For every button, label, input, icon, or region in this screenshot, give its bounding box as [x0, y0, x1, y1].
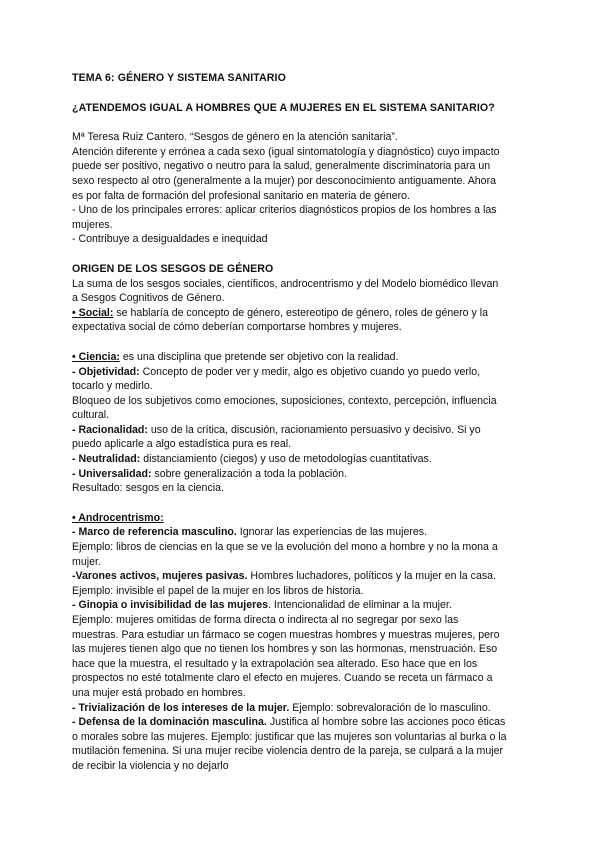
ginopia-line: una mujer está probado en hombres. — [72, 686, 246, 699]
racionalidad-line: puedo aplicarle a algo estadística pura es real. — [72, 438, 292, 451]
universalidad-text: sobre generalización a toda la población. — [151, 467, 348, 480]
racionalidad-label: - Racionalidad: — [72, 423, 148, 436]
social-line: expectativa social de cómo deberían comportarse hombres y mujeres. — [72, 321, 402, 334]
document-title: TEMA 6: GÉNERO Y SISTEMA SANITARIO — [72, 72, 286, 84]
objetividad-text: Concepto de poder ver y medir, algo es objetivo cuando yo puedo verlo, — [139, 365, 481, 378]
ciencia-text: es una disciplina que pretende ser objetivo con la realidad. — [119, 350, 399, 363]
defensa-line: o morales sobre las mujeres. Ejemplo: justificar que las mujeres son voluntarias al burka o la — [72, 730, 507, 743]
intro-line: - Contribuye a desigualdades e inequidad — [72, 233, 268, 246]
universalidad-paragraph — [72, 467, 530, 482]
defensa-paragraph — [72, 715, 530, 730]
neutralidad-label: - Neutralidad: — [72, 453, 141, 466]
ginopia-line: hace que la muestra, el resultado y la extrapolación sea alterado. Eso hace que en los — [72, 657, 478, 670]
marco-label: - Marco de referencia masculino. — [72, 526, 237, 539]
racionalidad-text: uso de la crítica, discusión, racionamiento persuasivo y decisivo. Si yo — [147, 423, 481, 436]
intro-line: mujeres. — [72, 218, 113, 231]
ginopia-text: . Intencionalidad de eliminar a la mujer. — [268, 599, 452, 612]
intro-line: es por falta de formación del profesional sanitario en materia de género. — [72, 189, 411, 202]
objetividad-line: cultural. — [72, 409, 110, 422]
varones-paragraph — [72, 569, 530, 584]
social-label: • Social: — [72, 306, 114, 319]
intro-line: Atención diferente y errónea a cada sexo (igual sintomatología y diagnóstico) cuyo impacto — [72, 145, 500, 158]
ginopia-label: - Ginopia o invisibilidad de las mujeres — [72, 599, 269, 612]
trivializacion-label: - Trivialización de los intereses de la mujer. — [72, 701, 290, 714]
objetividad-label: - Objetividad: — [72, 365, 140, 378]
section-question: ¿ATENDEMOS IGUAL A HOMBRES QUE A MUJERES EN EL SISTEMA SANITARIO? — [72, 101, 495, 114]
social-paragraph — [72, 306, 530, 321]
origin-heading: ORIGEN DE LOS SESGOS DE GÉNERO — [72, 262, 274, 275]
trivializacion-text: Ejemplo: sobrevaloración de lo masculino. — [289, 701, 491, 714]
ciencia-paragraph — [72, 350, 530, 365]
social-text: se hablaría de concepto de género, estereotipo de género, roles de género y la — [113, 306, 488, 319]
neutralidad-paragraph — [72, 452, 530, 467]
ciencia-result: Resultado: sesgos en la ciencia. — [72, 482, 224, 495]
varones-line: Ejemplo: invisible el papel de la mujer en los libros de historia. — [72, 584, 364, 597]
ciencia-label: • Ciencia: — [72, 350, 120, 363]
marco-line: Ejemplo: libros de ciencias en la que se ve la evolución del mono a hombre y no la mona a — [72, 541, 498, 554]
defensa-line: mutilación femenina. Si una mujer recibe violencia dentro de la pareja, se culpará a la mujer — [72, 745, 504, 758]
racionalidad-paragraph — [72, 423, 530, 438]
trivializacion-paragraph — [72, 701, 530, 716]
defensa-text: Justifica al hombre sobre las acciones poco éticas — [266, 716, 506, 729]
objetividad-paragraph — [72, 365, 530, 380]
origin-line: a Sesgos Cognitivos de Género. — [72, 292, 225, 305]
ginopia-line: muestras. Para estudiar un fármaco se cogen muestras hombres y muestras mujeres, pero — [72, 628, 500, 641]
marco-line: mujer. — [72, 555, 101, 568]
defensa-label: - Defensa de la dominación masculina. — [72, 716, 267, 729]
intro-line: sexo respecto al otro (generalmente a la mujer) por desconocimiento antiguamente. Ahora — [72, 174, 496, 187]
objetividad-line: Bloqueo de los subjetivos como emociones, suposiciones, contexto, percepción, influencia — [72, 394, 497, 407]
varones-label: -Varones activos, mujeres pasivas. — [72, 570, 248, 583]
ginopia-line: prospectos no esté totalmente claro el efecto en mujeres. Cuando se receta un fármaco a — [72, 672, 493, 685]
intro-reference: Mª Teresa Ruiz Cantero. “Sesgos de género en la atención sanitaria”. — [72, 131, 398, 144]
androcentrismo-label: • Androcentrismo: — [72, 511, 164, 524]
objetividad-line: tocarlo y medirlo. — [72, 380, 153, 393]
marco-paragraph — [72, 525, 530, 540]
ginopia-line: las mujeres tienen algo que no tienen los hombres y son las hormonas, menstruación. Eso — [72, 643, 498, 656]
varones-text: Hombres luchadores, políticos y la mujer en la casa. — [247, 570, 496, 583]
intro-line: puede ser positivo, negativo o neutro para la salud, generalmente discriminatoria para un — [72, 160, 491, 173]
defensa-line: de recibir la violencia y no dejarlo — [72, 759, 229, 772]
neutralidad-text: distanciamiento (ciegos) y uso de metodologías cuantitativas. — [140, 453, 432, 466]
ginopia-paragraph — [72, 598, 530, 613]
marco-text: Ignorar las experiencias de las mujeres. — [236, 526, 428, 539]
origin-line: La suma de los sesgos sociales, científicos, androcentrismo y del Modelo biomédico llevan — [72, 277, 499, 290]
ginopia-line: Ejemplo: mujeres omitidas de forma directa o indirecta al no segregar por sexo las — [72, 614, 459, 626]
intro-line: - Uno de los principales errores: aplicar criterios diagnósticos propios de los hombres a las — [72, 204, 497, 217]
universalidad-label: - Universalidad: — [72, 467, 152, 480]
